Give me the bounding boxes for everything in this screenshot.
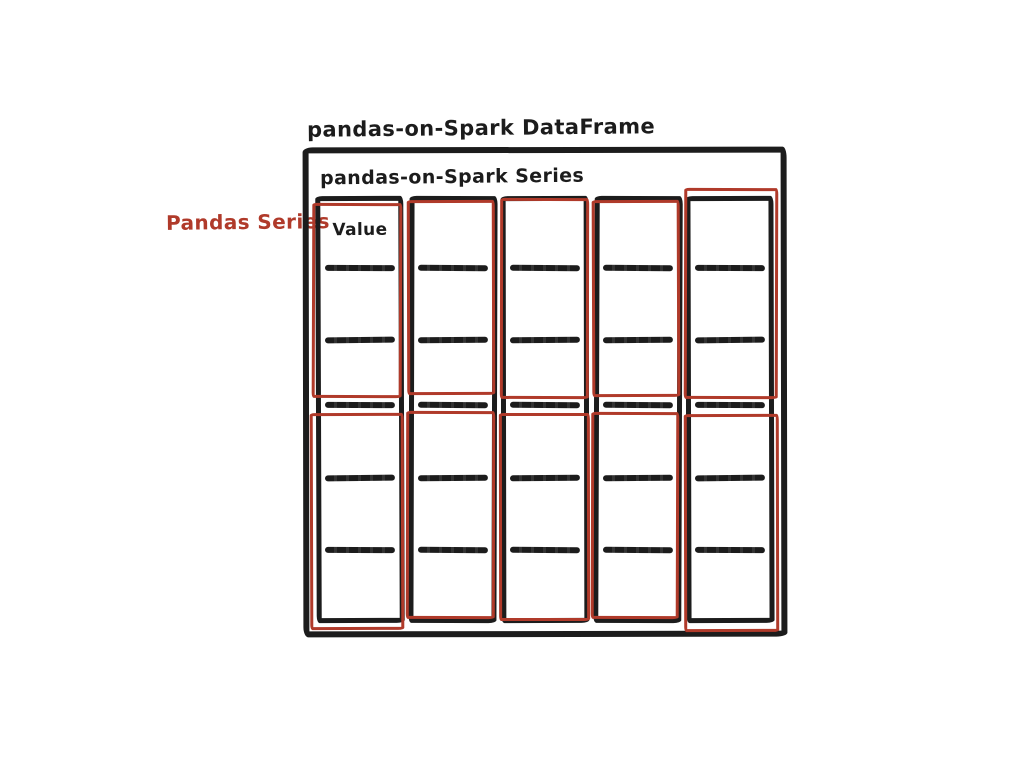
- dataframe-title: pandas-on-Spark DataFrame: [306, 114, 656, 142]
- pandas-series-partition-outline-bottom: [406, 411, 495, 619]
- row-separator-dash: [418, 402, 488, 409]
- row-separator-dash: [510, 402, 580, 408]
- row-separator-dash: [603, 402, 673, 409]
- row-separator-dash: [325, 402, 395, 408]
- series-label: pandas-on-Spark Series: [319, 164, 585, 190]
- pandas-series-partition-outline-top: [684, 188, 779, 399]
- row-separator-dash: [695, 402, 765, 408]
- pandas-series-partition-outline-bottom: [591, 412, 680, 619]
- value-cell-label: Value: [332, 219, 388, 241]
- pandas-series-partition-outline-top: [407, 200, 496, 395]
- pandas-series-partition-outline-top: [592, 200, 681, 397]
- pandas-series-partition-outline-bottom: [684, 414, 779, 632]
- pandas-series-label: Pandas Series: [165, 209, 331, 235]
- pandas-series-partition-outline-bottom: [499, 413, 590, 621]
- pandas-series-partition-outline-bottom: [310, 413, 405, 630]
- pandas-series-partition-outline-top: [500, 198, 589, 399]
